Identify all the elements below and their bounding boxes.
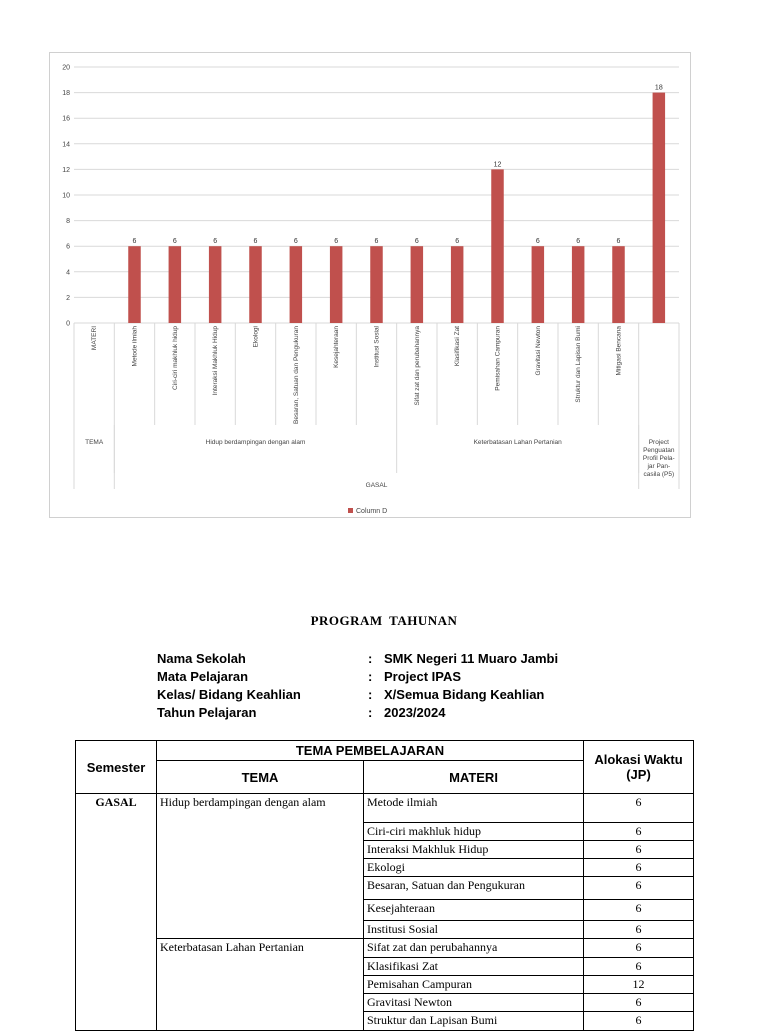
data-label: 12 [493,161,502,169]
data-label: 6 [213,238,218,246]
materi-cell: Struktur dan Lapisan Bumi [364,1012,584,1031]
program-table-body [76,794,694,1031]
category-label: Ciri-ciri makhluk hidup [171,326,179,390]
info-row-year [157,704,607,722]
category-label: Ekologi [252,326,260,348]
bar [169,246,182,323]
jp-cell: 12 [584,976,694,994]
category-label: Metode ilmiah [131,326,139,367]
header-alokasi-line2: (JP) [626,767,651,782]
y-tick-label: 0 [66,320,70,328]
data-label: 6 [253,238,258,246]
jp-cell: 6 [584,994,694,1012]
tema-cell: Keterbatasan Lahan Pertanian [157,939,364,1031]
info-value: X/Semua Bidang Keahlian [384,687,545,702]
jp-cell: 6 [584,859,694,877]
materi-cell: Kesejahteraan [364,900,584,921]
bar [572,246,585,323]
bar [653,93,666,323]
bar [209,246,222,323]
category-label: Struktur dan Lapisan Bumi [575,326,583,403]
jp-cell: 6 [584,939,694,958]
data-label: 18 [654,84,663,92]
data-label: 6 [576,238,581,246]
header-alokasi [584,741,694,794]
materi-cell: Klasifikasi Zat [364,958,584,976]
y-tick-label: 16 [62,115,70,123]
semester-label: GASAL [365,482,388,489]
data-label: 6 [414,238,419,246]
category-label: Pemisahan Campuran [494,326,502,391]
y-tick-label: 2 [66,294,70,302]
category-label: Besaran, Satuan dan Pengukuran [292,326,300,424]
materi-cell: Ciri-ciri makhluk hidup [364,823,584,841]
materi-cell: Ekologi [364,859,584,877]
info-colon: : [368,669,373,684]
jp-cell: 6 [584,841,694,859]
bar [290,246,303,323]
y-tick-label: 18 [62,90,70,98]
info-key: Mata Pelajaran [157,669,249,684]
info-value: SMK Negeri 11 Muaro Jambi [384,651,559,666]
category-label: Institusi Sosial [373,326,381,368]
jp-cell: 6 [584,823,694,841]
jp-cell: 6 [584,958,694,976]
info-key: Nama Sekolah [157,651,246,666]
header-alokasi-line1: Alokasi Waktu [594,752,683,767]
tema-label-line: casila (P5) [643,471,675,478]
tema-label-line: jar Pan- [647,463,671,470]
info-row-class [157,686,607,704]
category-label: Klasifikasi Zat [454,326,462,367]
info-value: Project IPAS [384,669,462,684]
document-title: PROGRAM TAHUNAN [310,613,458,628]
tema-label: Keterbatasan Lahan Pertanian [473,439,562,446]
data-label: 6 [616,238,621,246]
bar [491,169,504,323]
data-label: 6 [535,238,540,246]
header-tema-pembelajaran: TEMA PEMBELAJARAN [157,741,584,761]
info-key: Tahun Pelajaran [157,705,257,720]
school-info [157,650,607,722]
bar [249,246,262,323]
tema-label: Hidup berdampingan dengan alam [205,439,306,446]
header-tema: TEMA [157,761,364,794]
y-tick-label: 10 [62,192,70,200]
materi-cell: Besaran, Satuan dan Pengukuran [364,877,584,900]
category-label: MATERI [91,326,99,351]
jp-cell: 6 [584,794,694,823]
bar [532,246,545,323]
bar [128,246,141,323]
category-label: Mitigasi Bencana [615,326,623,376]
header-materi: MATERI [364,761,584,794]
info-value: 2023/2024 [384,705,446,720]
data-label: 6 [132,238,137,246]
chart-canvas [50,53,692,519]
data-label: 6 [374,238,379,246]
bar [330,246,343,323]
y-tick-label: 14 [62,141,70,149]
data-label: 6 [334,238,339,246]
program-table [75,740,694,1031]
y-tick-label: 6 [66,243,70,251]
y-tick-label: 20 [62,64,70,72]
bar [411,246,424,323]
y-tick-label: 8 [66,218,70,226]
y-tick-label: 12 [62,166,70,174]
materi-cell: Metode ilmiah [364,794,584,823]
bar-chart [49,52,691,518]
tema-cell: Hidup berdampingan dengan alam [157,794,364,939]
table-row [76,939,694,958]
semester-cell: GASAL [76,794,157,1031]
category-label: Gravitasi Newton [534,326,542,376]
legend-label: Column D [356,508,388,515]
jp-cell: 6 [584,900,694,921]
tema-header-label: TEMA [85,439,104,446]
jp-cell: 6 [584,1012,694,1031]
data-label: 6 [172,238,177,246]
tema-label-line: Penguatan [643,447,675,454]
materi-cell: Institusi Sosial [364,921,584,939]
bar [451,246,464,323]
header-semester: Semester [76,741,157,794]
info-colon: : [368,687,373,702]
data-label: 6 [455,238,460,246]
info-row-subject [157,668,607,686]
materi-cell: Pemisahan Campuran [364,976,584,994]
y-tick-label: 4 [66,269,70,277]
info-row-school [157,650,607,668]
materi-cell: Interaksi Makhluk Hidup [364,841,584,859]
data-label: 6 [293,238,298,246]
legend-swatch [348,508,353,513]
materi-cell: Gravitasi Newton [364,994,584,1012]
bar [370,246,383,323]
category-label: Kesejahteraan [333,326,341,368]
table-row [76,794,694,823]
info-colon: : [368,705,373,720]
category-label: Interaksi Makhluk Hidup [212,326,220,396]
jp-cell: 6 [584,921,694,939]
bar [612,246,625,323]
category-label: Sifat zat dan perubahannya [413,326,421,406]
info-key: Kelas/ Bidang Keahlian [157,687,301,702]
info-colon: : [368,651,373,666]
jp-cell: 6 [584,877,694,900]
tema-label-line: Profil Pela- [642,455,675,462]
tema-label-line: Project [648,439,669,446]
materi-cell: Sifat zat dan perubahannya [364,939,584,958]
